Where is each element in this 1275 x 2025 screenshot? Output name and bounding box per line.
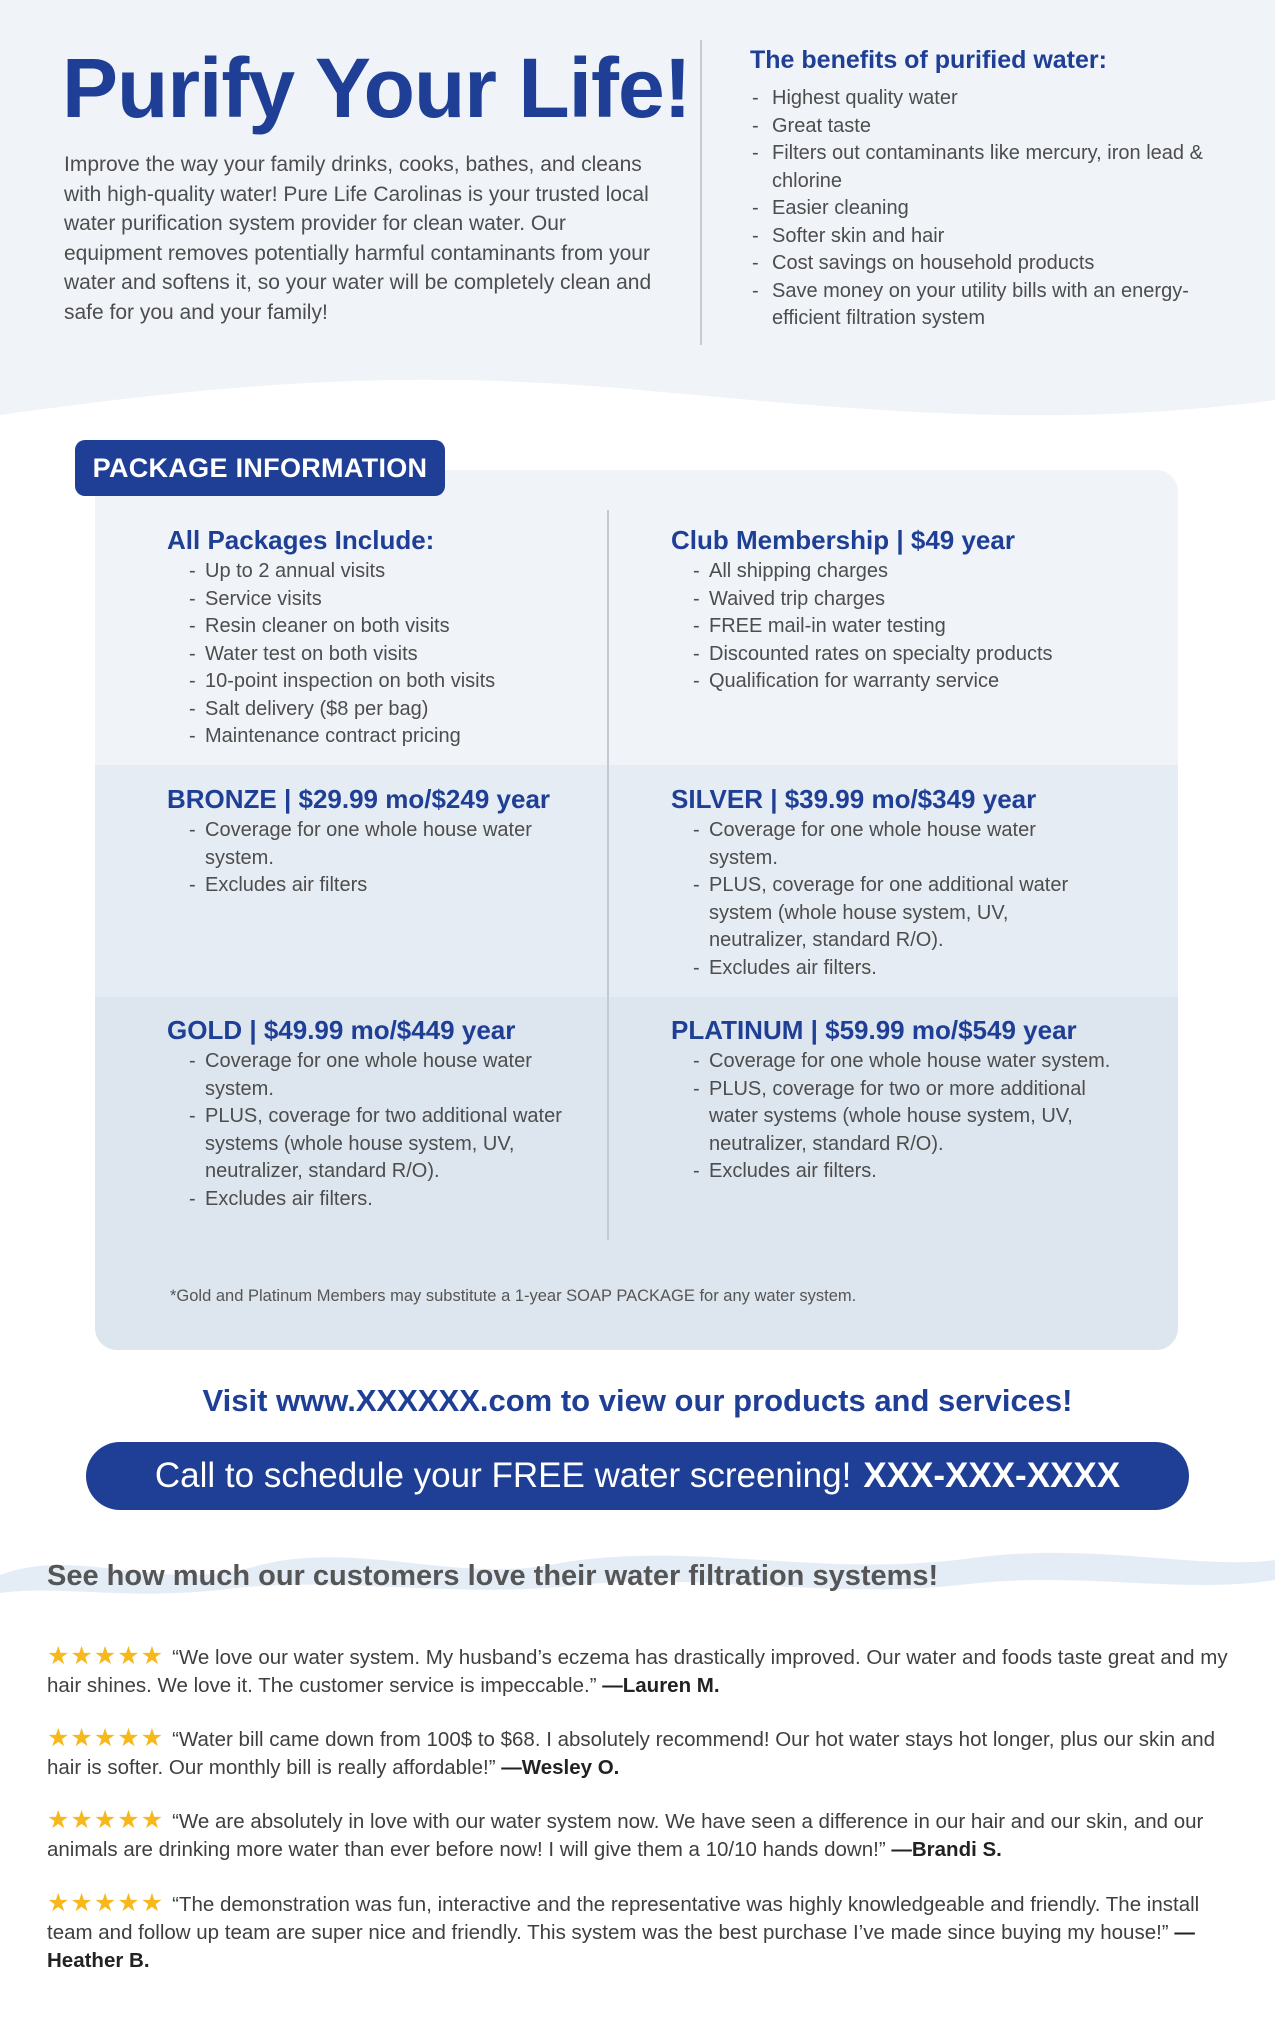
benefit-item: - Save money on your utility bills with an energy-efficient filtration system xyxy=(750,278,1230,333)
star-icon: ★ xyxy=(117,1806,141,1834)
package-item: - Up to 2 annual visits xyxy=(187,558,597,586)
review-author: —Lauren M. xyxy=(602,1674,720,1697)
package-item: - Maintenance contract pricing xyxy=(187,723,597,751)
page-headline: Purify Your Life! xyxy=(62,41,691,135)
wave-divider xyxy=(0,360,1275,440)
star-icon: ★ xyxy=(117,1724,141,1752)
star-icon: ★ xyxy=(140,1724,165,1752)
star-icon: ★ xyxy=(70,1642,94,1670)
review-item xyxy=(47,1724,1232,1782)
package-item: - Excludes air filters. xyxy=(691,955,1091,983)
benefits-title: The benefits of purified water: xyxy=(750,46,1107,74)
package-item: - FREE mail-in water testing xyxy=(691,613,1101,641)
benefits-section xyxy=(750,46,1230,333)
review-author: —Wesley O. xyxy=(501,1756,620,1779)
star-icon: ★ xyxy=(70,1724,94,1752)
package-all xyxy=(167,525,597,751)
package-all-title: All Packages Include: xyxy=(167,525,435,555)
package-item: - PLUS, coverage for two or more additional water systems (whole house system, UV, neutralizer, standard R/O). xyxy=(691,1076,1111,1159)
package-item: - PLUS, coverage for two additional water systems (whole house system, UV, neutralizer, standard R/O). xyxy=(187,1103,587,1186)
review-item xyxy=(47,1889,1232,1975)
header-divider xyxy=(700,40,702,345)
package-item: - Water test on both visits xyxy=(187,641,597,669)
star-rating xyxy=(47,1889,164,1919)
package-item: - All shipping charges xyxy=(691,558,1101,586)
benefit-item: - Great taste xyxy=(750,113,1230,141)
package-club xyxy=(671,525,1101,696)
package-item: - Service visits xyxy=(187,586,597,614)
cta-phone[interactable]: XXX-XXX-XXXX xyxy=(863,1456,1121,1495)
package-item: - 10-point inspection on both visits xyxy=(187,668,597,696)
benefit-item: - Filters out contaminants like mercury, iron lead & chlorine xyxy=(750,140,1230,195)
review-quote: “Water bill came down from 100$ to $68. I absolutely recommend! Our hot water stays hot longer, plus our skin and hair is softer. Our monthly bill is really affordable!” xyxy=(47,1728,1216,1779)
package-footnote: *Gold and Platinum Members may substitute a 1-year SOAP PACKAGE for any water system. xyxy=(170,1287,857,1305)
package-club-list xyxy=(691,558,1101,696)
benefit-item: - Highest quality water xyxy=(750,85,1230,113)
review-quote: “The demonstration was fun, interactive and the representative was highly knowledgeable and friendly. The install team and follow up team are super nice and friendly. This system was the best purchase I’ve made since buying my house!” xyxy=(47,1893,1200,1944)
call-to-action-banner[interactable] xyxy=(86,1442,1189,1510)
star-icon: ★ xyxy=(93,1642,118,1670)
package-item: - Salt delivery ($8 per bag) xyxy=(187,696,597,724)
star-icon: ★ xyxy=(140,1642,165,1670)
package-platinum xyxy=(671,1015,1111,1186)
package-item: - Coverage for one whole house water system. xyxy=(691,817,1091,872)
star-icon: ★ xyxy=(93,1724,118,1752)
star-icon: ★ xyxy=(93,1806,118,1834)
benefit-item: - Cost savings on household products xyxy=(750,250,1230,278)
package-item: - PLUS, coverage for one additional water system (whole house system, UV, neutralizer, standard R/O). xyxy=(691,872,1091,955)
package-item: - Excludes air filters. xyxy=(187,1186,587,1214)
star-icon: ★ xyxy=(117,1642,141,1670)
review-item xyxy=(47,1642,1232,1700)
package-club-title: Club Membership | $49 year xyxy=(671,525,1015,555)
package-bronze xyxy=(167,784,567,900)
visit-website-text[interactable]: Visit www.XXXXXX.com to view our products and services! xyxy=(202,1383,1073,1418)
review-item xyxy=(47,1806,1232,1864)
package-gold-list xyxy=(187,1048,587,1213)
reviews-title: See how much our customers love their water filtration systems! xyxy=(47,1560,939,1592)
package-item: - Qualification for warranty service xyxy=(691,668,1101,696)
package-item: - Resin cleaner on both visits xyxy=(187,613,597,641)
package-silver-title: SILVER | $39.99 mo/$349 year xyxy=(671,784,1037,814)
package-bronze-list xyxy=(187,817,567,900)
package-item: - Waived trip charges xyxy=(691,586,1101,614)
star-icon: ★ xyxy=(47,1642,71,1670)
package-platinum-list xyxy=(691,1048,1111,1186)
intro-paragraph: Improve the way your family drinks, cooks, bathes, and cleans with high-quality water! Pure Life Carolinas is your trusted local water purification system provider for clean water. Our equipment removes potentially harmful contaminants from your water and softens it, so your water will be completely clean and safe for you and your family! xyxy=(64,153,652,324)
review-quote: “We are absolutely in love with our water system now. We have seen a difference in our hair and our skin, and our animals are drinking more water than ever before now! I will give them a 10/10 hands down!” xyxy=(47,1810,1204,1861)
package-item: - Coverage for one whole house water system. xyxy=(187,817,567,872)
package-information-box xyxy=(95,470,1178,1350)
star-icon: ★ xyxy=(140,1889,165,1917)
package-item: - Excludes air filters. xyxy=(691,1158,1111,1186)
star-icon: ★ xyxy=(117,1889,141,1917)
star-icon: ★ xyxy=(93,1889,118,1917)
package-bronze-title: BRONZE | $29.99 mo/$249 year xyxy=(167,784,551,814)
package-item: - Coverage for one whole house water system. xyxy=(691,1048,1111,1076)
package-gold-title: GOLD | $49.99 mo/$449 year xyxy=(167,1015,516,1045)
cta-text: Call to schedule your FREE water screening! xyxy=(154,1456,852,1495)
package-information-tab: PACKAGE INFORMATION xyxy=(75,440,445,496)
review-author: —Brandi S. xyxy=(891,1838,1002,1861)
review-quote: “We love our water system. My husband’s eczema has drastically improved. Our water and foods taste great and my hair shines. We love it. The customer service is impeccable.” xyxy=(47,1646,1228,1697)
review-author: —Heather B. xyxy=(47,1921,1195,1972)
star-icon: ★ xyxy=(70,1806,94,1834)
package-silver xyxy=(671,784,1091,982)
star-rating xyxy=(47,1724,164,1754)
package-item: - Excludes air filters xyxy=(187,872,567,900)
star-rating xyxy=(47,1806,164,1836)
package-divider xyxy=(607,510,609,1240)
package-all-list xyxy=(187,558,597,751)
package-platinum-title: PLATINUM | $59.99 mo/$549 year xyxy=(671,1015,1077,1045)
package-silver-list xyxy=(691,817,1091,982)
star-icon: ★ xyxy=(47,1724,71,1752)
star-icon: ★ xyxy=(47,1889,71,1917)
star-rating xyxy=(47,1642,164,1672)
benefit-item: - Easier cleaning xyxy=(750,195,1230,223)
star-icon: ★ xyxy=(140,1806,165,1834)
package-gold xyxy=(167,1015,587,1213)
package-item: - Coverage for one whole house water system. xyxy=(187,1048,587,1103)
star-icon: ★ xyxy=(70,1889,94,1917)
star-icon: ★ xyxy=(47,1806,71,1834)
package-item: - Discounted rates on specialty products xyxy=(691,641,1101,669)
benefits-list xyxy=(750,85,1230,333)
benefit-item: - Softer skin and hair xyxy=(750,223,1230,251)
